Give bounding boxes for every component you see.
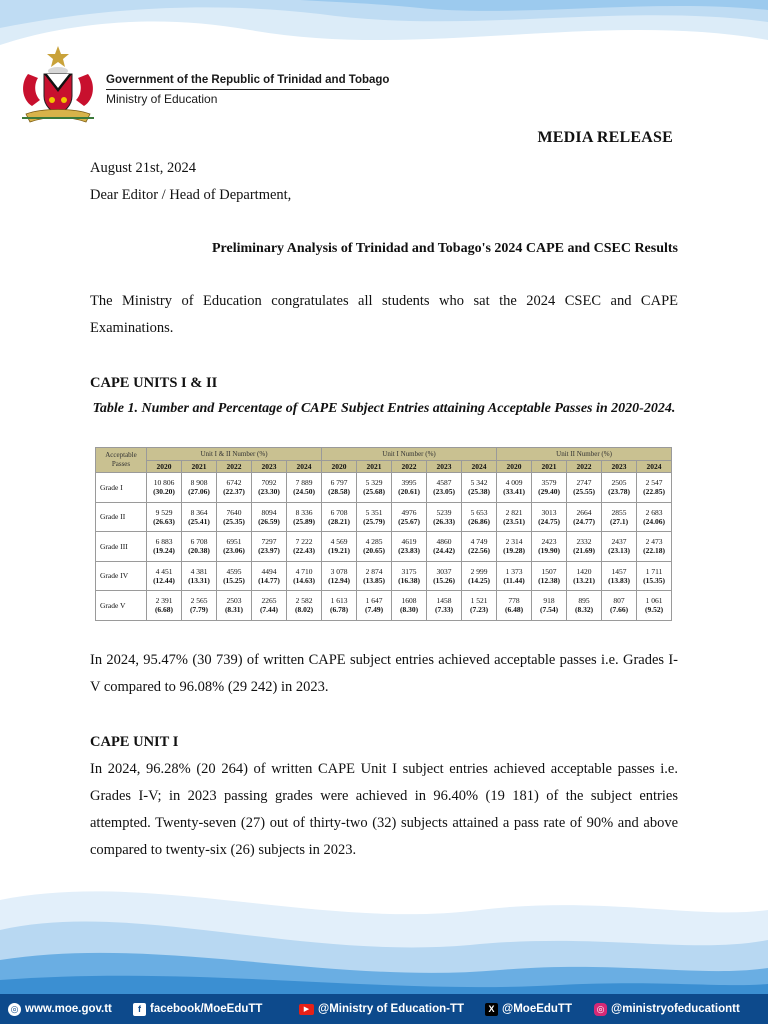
grade-label-cell: Grade IV [96, 561, 147, 591]
cell-percentage: (8.31) [224, 605, 244, 615]
year-header-cell: 2021 [357, 461, 392, 473]
cell-percentage: (19.28) [503, 546, 525, 556]
cell-percentage: (26.63) [153, 516, 175, 526]
cell-percentage: (24.77) [573, 516, 595, 526]
cell-percentage: (13.31) [188, 575, 210, 585]
cell-percentage: (11.44) [503, 575, 525, 585]
table-row [96, 591, 672, 621]
cell-count: 4587 [436, 478, 452, 488]
cell-percentage: (7.66) [609, 605, 629, 615]
cell-count: 5 342 [470, 478, 488, 488]
cell-percentage: (25.89) [293, 516, 315, 526]
table-cell [532, 532, 567, 562]
table-row [96, 532, 672, 562]
footer-instagram-text: @ministryofeducationtt [611, 1003, 740, 1015]
footer-x-text: @MoeEduTT [502, 1003, 572, 1015]
year-header-cell: 2023 [427, 461, 462, 473]
grade-label-cell: Grade III [96, 532, 147, 562]
cell-percentage: (15.26) [433, 575, 455, 585]
cell-percentage: (25.67) [398, 516, 420, 526]
table-cell [497, 591, 532, 621]
table-cell [287, 591, 322, 621]
cell-percentage: (22.56) [468, 546, 490, 556]
cell-count: 2 473 [645, 537, 663, 547]
cell-count: 7297 [261, 537, 277, 547]
ministry-name: Ministry of Education [106, 92, 218, 106]
table-cell [357, 502, 392, 532]
cell-count: 7092 [261, 478, 277, 488]
cell-percentage: (23.06) [223, 546, 245, 556]
footer-youtube-link[interactable] [299, 1001, 464, 1017]
cell-percentage: (19.90) [538, 546, 560, 556]
cell-count: 1420 [576, 566, 592, 576]
globe-icon: ◎ [8, 1003, 21, 1016]
table-cell [217, 591, 252, 621]
cell-count: 1 711 [645, 566, 663, 576]
cell-count: 4 009 [505, 478, 523, 488]
cell-count: 6 708 [330, 507, 348, 517]
cell-percentage: (21.69) [573, 546, 595, 556]
table-cell [182, 502, 217, 532]
footer-bar [0, 994, 768, 1024]
section2-body: In 2024, 96.28% (20 264) of written CAPE Unit I subject entries achieved acceptable passes i.e. Grades I-V; in 2023 passing grades were achieved in 96.40% (19 181) of the subject entries attempted. Twenty-seven (27) out of thirty-two (32) subjects attained a pass rate of 90% and above compared to twenty-six (26) subjects in 2023. [90, 761, 678, 858]
table-corner-header: Acceptable Passes [96, 448, 147, 473]
table-cell [497, 561, 532, 591]
cell-count: 895 [578, 596, 590, 606]
cell-count: 2 582 [295, 596, 313, 606]
cell-percentage: (25.38) [468, 487, 490, 497]
cell-percentage: (25.35) [223, 516, 245, 526]
cell-percentage: (12.44) [153, 575, 175, 585]
cell-count: 2 314 [505, 537, 523, 547]
cell-percentage: (6.68) [154, 605, 174, 615]
cell-percentage: (15.25) [223, 575, 245, 585]
table-cell [287, 561, 322, 591]
table-cell [182, 591, 217, 621]
table-cell [182, 561, 217, 591]
cell-count: 8 908 [190, 478, 208, 488]
cell-percentage: (16.38) [398, 575, 420, 585]
cell-percentage: (6.48) [504, 605, 524, 615]
cell-percentage: (8.32) [574, 605, 594, 615]
cell-percentage: (23.51) [503, 516, 525, 526]
table-cell [287, 473, 322, 503]
cell-count: 807 [613, 596, 625, 606]
table-cell [322, 591, 357, 621]
table-cell [462, 502, 497, 532]
cell-percentage: (14.77) [258, 575, 280, 585]
cell-percentage: (6.78) [329, 605, 349, 615]
release-date: August 21st, 2024 [90, 160, 196, 176]
cell-count: 1 061 [645, 596, 663, 606]
cell-percentage: (33.41) [503, 487, 525, 497]
cell-percentage: (7.23) [469, 605, 489, 615]
cell-count: 918 [543, 596, 555, 606]
cell-percentage: (28.58) [328, 487, 350, 497]
cell-count: 2332 [576, 537, 592, 547]
table-cell [147, 473, 182, 503]
cell-percentage: (19.24) [153, 546, 175, 556]
table-cell [637, 532, 672, 562]
cell-count: 4595 [226, 566, 242, 576]
cell-percentage: (23.83) [398, 546, 420, 556]
cell-count: 2 874 [365, 566, 383, 576]
table-cell [357, 473, 392, 503]
table-cell [427, 532, 462, 562]
table-cell [427, 591, 462, 621]
table-cell [427, 473, 462, 503]
cell-count: 2664 [576, 507, 592, 517]
instagram-icon: ◎ [594, 1003, 607, 1016]
cell-percentage: (26.86) [468, 516, 490, 526]
section-heading-cape-units: CAPE UNITS I & II [90, 375, 218, 391]
cell-count: 2 547 [645, 478, 663, 488]
table-cell [322, 473, 357, 503]
table-cell [322, 532, 357, 562]
cell-count: 6742 [226, 478, 242, 488]
table-cell [392, 561, 427, 591]
cell-percentage: (12.94) [328, 575, 350, 585]
coat-of-arms-icon [16, 44, 100, 126]
cell-count: 2 565 [190, 596, 208, 606]
table-cell [637, 561, 672, 591]
cell-count: 2 999 [470, 566, 488, 576]
cell-count: 1 373 [505, 566, 523, 576]
table-cell [497, 502, 532, 532]
table-row [96, 473, 672, 503]
media-release-heading: MEDIA RELEASE [537, 129, 673, 146]
year-header-cell: 2024 [462, 461, 497, 473]
cell-count: 2437 [611, 537, 627, 547]
cell-count: 1458 [436, 596, 452, 606]
cell-percentage: (8.02) [294, 605, 314, 615]
cell-count: 3 078 [330, 566, 348, 576]
cell-count: 5 351 [365, 507, 383, 517]
grade-label-cell: Grade V [96, 591, 147, 621]
cell-count: 4860 [436, 537, 452, 547]
table-cell [392, 473, 427, 503]
section1-summary: In 2024, 95.47% (30 739) of written CAPE subject entries achieved acceptable passes i.e. Grades I-V compared to 96.08% (29 242) in 2023. [90, 652, 678, 695]
cell-count: 3579 [541, 478, 557, 488]
cell-count: 9 529 [155, 507, 173, 517]
cell-count: 2 683 [645, 507, 663, 517]
cell-percentage: (25.41) [188, 516, 210, 526]
cell-count: 7 222 [295, 537, 313, 547]
year-header-cell: 2024 [637, 461, 672, 473]
cell-count: 778 [508, 596, 520, 606]
footer-facebook-text: facebook/MoeEduTT [150, 1003, 263, 1015]
grade-label-cell: Grade II [96, 502, 147, 532]
year-header-cell: 2024 [287, 461, 322, 473]
cell-count: 3037 [436, 566, 452, 576]
cell-count: 2855 [611, 507, 627, 517]
cell-percentage: (24.42) [433, 546, 455, 556]
table-cell [217, 532, 252, 562]
cell-percentage: (25.68) [363, 487, 385, 497]
cell-count: 5 653 [470, 507, 488, 517]
table-cell [217, 561, 252, 591]
cell-percentage: (24.06) [643, 516, 665, 526]
intro-paragraph: The Ministry of Education congratulates all students who sat the 2024 CSEC and CAPE Examinations. [90, 293, 678, 336]
cell-percentage: (7.49) [364, 605, 384, 615]
table-cell [497, 473, 532, 503]
cell-count: 2 391 [155, 596, 173, 606]
cell-percentage: (7.33) [434, 605, 454, 615]
table-cell [532, 561, 567, 591]
cell-percentage: (7.44) [259, 605, 279, 615]
table-cell [252, 591, 287, 621]
footer-website-text: www.moe.gov.tt [25, 1003, 112, 1015]
year-header-cell: 2020 [322, 461, 357, 473]
cell-count: 3995 [401, 478, 417, 488]
cell-percentage: (23.30) [258, 487, 280, 497]
cell-percentage: (22.37) [223, 487, 245, 497]
salutation: Dear Editor / Head of Department, [90, 187, 292, 203]
cell-percentage: (13.83) [608, 575, 630, 585]
year-header-cell: 2020 [147, 461, 182, 473]
table-cell [567, 502, 602, 532]
year-header-cell: 2021 [532, 461, 567, 473]
cell-count: 1457 [611, 566, 627, 576]
cell-percentage: (9.52) [644, 605, 664, 615]
cell-percentage: (20.65) [363, 546, 385, 556]
table-cell [602, 473, 637, 503]
table-cell [567, 532, 602, 562]
cell-count: 4 285 [365, 537, 383, 547]
cell-percentage: (26.59) [258, 516, 280, 526]
year-header-cell: 2023 [252, 461, 287, 473]
year-header-cell: 2020 [497, 461, 532, 473]
cell-percentage: (19.21) [328, 546, 350, 556]
table-cell [532, 473, 567, 503]
cell-count: 4 451 [155, 566, 173, 576]
year-header-cell: 2023 [602, 461, 637, 473]
cell-percentage: (13.21) [573, 575, 595, 585]
table-cell [637, 591, 672, 621]
cell-count: 4 569 [330, 537, 348, 547]
cell-count: 1 521 [470, 596, 488, 606]
table-cell [147, 502, 182, 532]
cell-percentage: (30.20) [153, 487, 175, 497]
cell-count: 5 329 [365, 478, 383, 488]
cell-percentage: (29.40) [538, 487, 560, 497]
table-cell [462, 591, 497, 621]
cell-percentage: (14.25) [468, 575, 490, 585]
document-title: Preliminary Analysis of Trinidad and Tobago's 2024 CAPE and CSEC Results [212, 241, 678, 256]
table-cell [462, 473, 497, 503]
year-header-cell: 2021 [182, 461, 217, 473]
table-cell [182, 473, 217, 503]
cell-percentage: (25.55) [573, 487, 595, 497]
cell-count: 4494 [261, 566, 277, 576]
table-cell [532, 591, 567, 621]
cell-count: 2265 [261, 596, 277, 606]
cell-count: 6 708 [190, 537, 208, 547]
cell-count: 2423 [541, 537, 557, 547]
table-cell [287, 502, 322, 532]
letterhead [16, 44, 390, 126]
year-header-cell: 2022 [392, 461, 427, 473]
table-cell [392, 591, 427, 621]
table-cell [287, 532, 322, 562]
table-cell [182, 532, 217, 562]
header-divider [106, 89, 370, 90]
table-cell [637, 473, 672, 503]
cell-count: 7640 [226, 507, 242, 517]
cell-count: 4976 [401, 507, 417, 517]
cell-percentage: (27.06) [188, 487, 210, 497]
table-cell [252, 502, 287, 532]
cell-percentage: (28.21) [328, 516, 350, 526]
cell-count: 6951 [226, 537, 242, 547]
cell-percentage: (15.35) [643, 575, 665, 585]
footer-x-link[interactable] [485, 1001, 572, 1017]
footer-facebook-link[interactable] [133, 1001, 262, 1017]
cell-count: 8094 [261, 507, 277, 517]
cell-count: 4619 [401, 537, 417, 547]
table-cell [532, 502, 567, 532]
year-header-cell: 2022 [567, 461, 602, 473]
footer-wave-decoration [0, 860, 768, 995]
cell-percentage: (24.50) [293, 487, 315, 497]
year-header-cell: 2022 [217, 461, 252, 473]
table-cell [322, 561, 357, 591]
youtube-icon: ▶ [299, 1004, 314, 1015]
table-cell [602, 561, 637, 591]
table-cell [357, 532, 392, 562]
cell-count: 3175 [401, 566, 417, 576]
table-caption: Table 1. Number and Percentage of CAPE Subject Entries attaining Acceptable Passes in 2020-2024. [92, 401, 676, 416]
cell-count: 4 749 [470, 537, 488, 547]
table-cell [392, 532, 427, 562]
table-cell [252, 561, 287, 591]
cell-percentage: (22.43) [293, 546, 315, 556]
group-header-unit-i-ii: Unit I & II Number (%) [147, 448, 322, 461]
cell-percentage: (23.78) [608, 487, 630, 497]
table-cell [567, 591, 602, 621]
table-cell [147, 591, 182, 621]
table-cell [462, 561, 497, 591]
section-heading-cape-unit-i: CAPE UNIT I [90, 734, 179, 750]
grade-label-cell: Grade I [96, 473, 147, 503]
table-cell [147, 532, 182, 562]
table-cell [147, 561, 182, 591]
cell-count: 8 336 [295, 507, 313, 517]
table-cell [602, 502, 637, 532]
cape-passes-table [95, 447, 672, 621]
table-cell [462, 532, 497, 562]
cell-count: 2505 [611, 478, 627, 488]
cell-percentage: (26.33) [433, 516, 455, 526]
table-cell [357, 561, 392, 591]
cell-percentage: (7.54) [539, 605, 559, 615]
footer-youtube-text: @Ministry of Education-TT [318, 1003, 465, 1015]
table-row [96, 561, 672, 591]
table-cell [427, 561, 462, 591]
cell-count: 8 364 [190, 507, 208, 517]
cell-percentage: (22.85) [643, 487, 665, 497]
cell-percentage: (23.97) [258, 546, 280, 556]
table-cell [637, 502, 672, 532]
table-cell [252, 473, 287, 503]
cell-percentage: (27.1) [609, 516, 629, 526]
cell-percentage: (20.38) [188, 546, 210, 556]
table-cell [217, 502, 252, 532]
cell-count: 4 710 [295, 566, 313, 576]
table-cell [602, 591, 637, 621]
x-icon: X [485, 1003, 498, 1016]
cell-count: 6 797 [330, 478, 348, 488]
table-cell [322, 502, 357, 532]
facebook-icon: f [133, 1003, 146, 1016]
cell-count: 10 806 [153, 478, 175, 488]
table-cell [357, 591, 392, 621]
table-cell [252, 532, 287, 562]
table-cell [602, 532, 637, 562]
cell-count: 3013 [541, 507, 557, 517]
cell-count: 4 381 [190, 566, 208, 576]
cell-percentage: (23.05) [433, 487, 455, 497]
cell-percentage: (7.79) [189, 605, 209, 615]
cell-count: 2 821 [505, 507, 523, 517]
cell-percentage: (20.61) [398, 487, 420, 497]
cell-percentage: (13.85) [363, 575, 385, 585]
cell-count: 7 889 [295, 478, 313, 488]
cell-count: 1608 [401, 596, 417, 606]
table-cell [427, 502, 462, 532]
cell-percentage: (12.38) [538, 575, 560, 585]
group-header-unit-ii: Unit II Number (%) [497, 448, 672, 461]
cell-count: 2747 [576, 478, 592, 488]
cell-count: 2503 [226, 596, 242, 606]
table-group-header-row [96, 448, 672, 461]
table-cell [567, 473, 602, 503]
cell-percentage: (14.63) [293, 575, 315, 585]
cell-count: 1 613 [330, 596, 348, 606]
table-row [96, 502, 672, 532]
table-cell [497, 532, 532, 562]
footer-website-link[interactable] [8, 1001, 112, 1017]
cell-count: 6 883 [155, 537, 173, 547]
table-cell [217, 473, 252, 503]
cell-percentage: (8.30) [399, 605, 419, 615]
table-cell [567, 561, 602, 591]
group-header-unit-i: Unit I Number (%) [322, 448, 497, 461]
cell-percentage: (22.18) [643, 546, 665, 556]
cell-percentage: (23.13) [608, 546, 630, 556]
cell-count: 1507 [541, 566, 557, 576]
table-year-header-row [96, 461, 672, 473]
table-cell [392, 502, 427, 532]
cell-percentage: (24.75) [538, 516, 560, 526]
cell-count: 1 647 [365, 596, 383, 606]
cell-count: 5239 [436, 507, 452, 517]
footer-instagram-link[interactable] [594, 1001, 740, 1017]
cell-percentage: (25.79) [363, 516, 385, 526]
government-name: Government of the Republic of Trinidad and Tobago [106, 74, 390, 86]
